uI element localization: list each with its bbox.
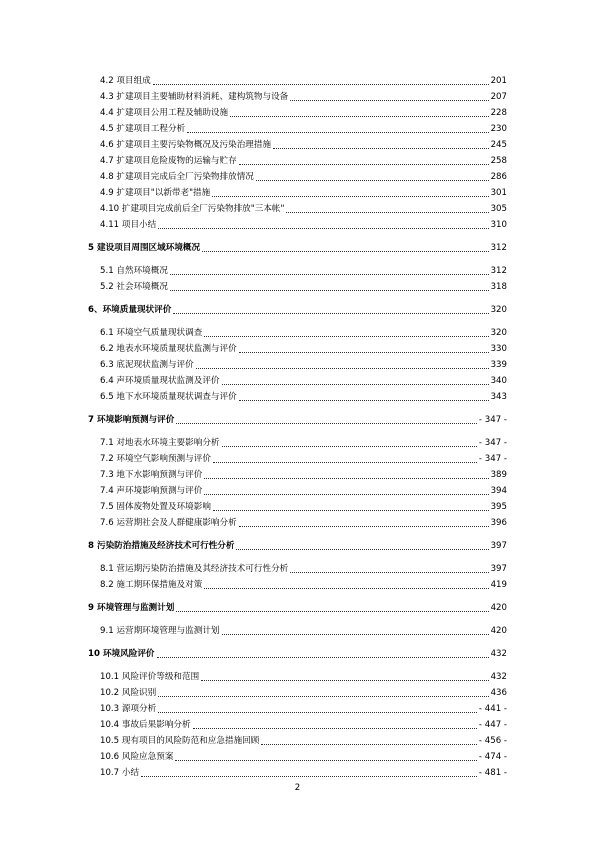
toc-section-entry[interactable]: [88, 433, 507, 449]
toc-entry-title: 4.9 扩建项目"以新带老"措施: [100, 188, 211, 198]
toc-entry-page: 245: [490, 140, 507, 150]
toc-entry-title: 6.1 环境空气质量现状调查: [100, 328, 203, 338]
toc-entry-title: 4.3 扩建项目主要辅助材料消耗、建构筑物与设备: [100, 92, 289, 102]
toc-entry-title: 6.5 地下水环境质量现状调查与评价: [100, 392, 237, 402]
toc-section-entry[interactable]: [88, 119, 507, 135]
toc-entry-title: 4.2 项目组成: [100, 76, 151, 86]
toc-section-entry[interactable]: [88, 621, 507, 637]
toc-section-entry[interactable]: [88, 183, 507, 199]
toc-entry-title: 10.6 风险应急预案: [100, 752, 174, 762]
toc-section-entry[interactable]: [88, 167, 507, 183]
dot-leader: [222, 634, 489, 635]
toc-section-entry[interactable]: [88, 103, 507, 119]
toc-entry-page: 305: [490, 204, 507, 214]
dot-leader: [261, 744, 477, 745]
toc-entry-page: 310: [490, 220, 507, 230]
dot-leader: [201, 680, 488, 681]
dot-leader: [176, 611, 488, 612]
toc-entry-title: 7.6 运营期社会及人群健康影响分析: [100, 518, 237, 528]
toc-entry-title: 6.3 底泥现状监测与评价: [100, 360, 194, 370]
toc-section-entry[interactable]: [88, 497, 507, 513]
toc-entry-title: 9 环境管理与监测计划: [88, 603, 175, 613]
toc-entry-title: 5 建设项目周围区域环境概况: [88, 243, 201, 253]
toc-entry-page: - 347 -: [478, 438, 507, 448]
dot-leader: [239, 526, 489, 527]
toc-section-entry[interactable]: [88, 339, 507, 355]
toc-section-entry[interactable]: [88, 683, 507, 699]
toc-entry-page: 318: [490, 282, 507, 292]
toc-entry-page: - 347 -: [478, 415, 507, 425]
toc-entry-title: 4.4 扩建项目公用工程及辅助设施: [100, 108, 229, 118]
dot-leader: [213, 462, 477, 463]
toc-entry-title: 4.8 扩建项目完成后全厂污染物排放情况: [100, 172, 254, 182]
toc-entry-page: 397: [490, 564, 507, 574]
toc-entry-page: 230: [490, 124, 507, 134]
toc-entry-page: 340: [490, 376, 507, 386]
toc-section-entry[interactable]: [88, 87, 507, 103]
toc-chapter-entry[interactable]: [88, 300, 507, 316]
toc-entry-title: 10.5 现有项目的风险防范和应急措施回顾: [100, 736, 260, 746]
toc-entry-title: 4.10 扩建项目完成前后全厂污染物排放"三本帐": [100, 204, 285, 214]
toc-entry-title: 4.5 扩建项目工程分析: [100, 124, 186, 134]
toc-section-entry[interactable]: [88, 575, 507, 591]
toc-entry-title: 4.11 项目小结: [100, 220, 157, 230]
toc-entry-page: - 456 -: [478, 736, 507, 746]
toc-entry-title: 10.4 事故后果影响分析: [100, 720, 191, 730]
toc-entry-page: 201: [490, 76, 507, 86]
dot-leader: [230, 116, 488, 117]
toc-section-entry[interactable]: [88, 449, 507, 465]
toc-entry-page: 339: [490, 360, 507, 370]
toc-section-entry[interactable]: [88, 763, 507, 779]
dot-leader: [239, 352, 489, 353]
toc-entry-page: 389: [490, 470, 507, 480]
dot-leader: [212, 196, 488, 197]
dot-leader: [141, 776, 477, 777]
toc-entry-title: 10.1 风险评价等级和范围: [100, 672, 200, 682]
toc-entry-page: 436: [490, 688, 507, 698]
toc-entry-page: 432: [490, 649, 507, 659]
dot-leader: [222, 446, 477, 447]
toc-entry-title: 10.3 源项分析: [100, 704, 157, 714]
toc-entry-title: 6.4 声环境质量现状监测及评价: [100, 376, 220, 386]
dot-leader: [204, 478, 488, 479]
toc-section-entry[interactable]: [88, 481, 507, 497]
toc-section-entry[interactable]: [88, 261, 507, 277]
dot-leader: [222, 384, 489, 385]
dot-leader: [286, 212, 488, 213]
toc-entry-page: 396: [490, 518, 507, 528]
toc-entry-page: 301: [490, 188, 507, 198]
toc-section-entry[interactable]: [88, 465, 507, 481]
toc-chapter-entry[interactable]: [88, 536, 507, 552]
dot-leader: [158, 696, 488, 697]
toc-entry-title: 7.3 地下水影响预测与评价: [100, 470, 203, 480]
toc-entry-title: 4.7 扩建项目危险废物的运输与贮存: [100, 156, 237, 166]
toc-entry-page: 330: [490, 344, 507, 354]
toc-entry-title: 7.1 对地表水环境主要影响分析: [100, 438, 220, 448]
page-number: 2: [294, 783, 301, 793]
toc-entry-page: 312: [490, 266, 507, 276]
toc-entry-page: 312: [490, 243, 507, 253]
dot-leader: [290, 572, 488, 573]
toc-chapter-entry[interactable]: [88, 238, 507, 254]
toc-entry-title: 7.4 声环境影响预测与评价: [100, 486, 203, 496]
toc-section-entry[interactable]: [88, 371, 507, 387]
toc-entry-title: 8.2 施工期环保措施及对策: [100, 580, 203, 590]
toc-entry-title: 10.7 小结: [100, 768, 140, 778]
toc-entry-title: 5.1 自然环境概况: [100, 266, 168, 276]
toc-entry-title: 6.2 地表水环境质量现状监测与评价: [100, 344, 237, 354]
toc-entry-title: 6、环境质量现状评价: [88, 305, 172, 315]
toc-entry-page: 228: [490, 108, 507, 118]
dot-leader: [187, 132, 488, 133]
toc-entry-title: 8 污染防治措施及经济技术可行性分析: [88, 541, 235, 551]
dot-leader: [158, 712, 477, 713]
toc-entry-page: - 347 -: [478, 454, 507, 464]
dot-leader: [153, 84, 489, 85]
toc-section-entry[interactable]: [88, 559, 507, 575]
toc-entry-page: 320: [490, 305, 507, 315]
toc-section-entry[interactable]: [88, 71, 507, 87]
toc-section-entry[interactable]: [88, 151, 507, 167]
dot-leader: [204, 588, 488, 589]
dot-leader: [204, 336, 488, 337]
toc-entry-title: 8.1 营运期污染防治措施及其经济技术可行性分析: [100, 564, 289, 574]
toc-section-entry[interactable]: [88, 513, 507, 529]
dot-leader: [239, 164, 489, 165]
toc-entry-page: 395: [490, 502, 507, 512]
toc-entry-page: - 474 -: [478, 752, 507, 762]
toc-entry-title: 4.6 扩建项目主要污染物概况及污染治理措施: [100, 140, 272, 150]
toc-entry-page: 258: [490, 156, 507, 166]
dot-leader: [170, 290, 489, 291]
dot-leader: [170, 274, 489, 275]
toc-entry-page: - 447 -: [478, 720, 507, 730]
toc-chapter-entry[interactable]: [88, 598, 507, 614]
toc-entry-title: 5.2 社会环境概况: [100, 282, 168, 292]
toc-section-entry[interactable]: [88, 215, 507, 231]
dot-leader: [176, 423, 477, 424]
toc-section-entry[interactable]: [88, 731, 507, 747]
toc-section-entry[interactable]: [88, 747, 507, 763]
toc-section-entry[interactable]: [88, 715, 507, 731]
dot-leader: [290, 100, 488, 101]
dot-leader: [204, 494, 488, 495]
toc-entry-title: 7.2 环境空气影响预测与评价: [100, 454, 211, 464]
toc-section-entry[interactable]: [88, 387, 507, 403]
dot-leader: [256, 180, 489, 181]
toc-section-entry[interactable]: [88, 667, 507, 683]
toc-entry-page: 394: [490, 486, 507, 496]
dot-leader: [175, 760, 476, 761]
toc-entry-page: 420: [490, 626, 507, 636]
toc-entry-page: 343: [490, 392, 507, 402]
dot-leader: [158, 228, 488, 229]
toc-entry-page: - 441 -: [478, 704, 507, 714]
toc-entry-page: 432: [490, 672, 507, 682]
toc-section-entry[interactable]: [88, 699, 507, 715]
toc-chapter-entry[interactable]: [88, 644, 507, 660]
toc-entry-title: 7 环境影响预测与评价: [88, 415, 175, 425]
dot-leader: [202, 251, 488, 252]
toc-entry-title: 9.1 运营期环境管理与监测计划: [100, 626, 220, 636]
toc-entry-page: 419: [490, 580, 507, 590]
toc-chapter-entry[interactable]: [88, 410, 507, 426]
toc-section-entry[interactable]: [88, 277, 507, 293]
dot-leader: [157, 657, 489, 658]
dot-leader: [173, 313, 488, 314]
toc-entry-page: 420: [490, 603, 507, 613]
toc-entry-page: 397: [490, 541, 507, 551]
dot-leader: [196, 368, 489, 369]
table-of-contents: [88, 71, 507, 779]
toc-entry-page: 286: [490, 172, 507, 182]
dot-leader: [239, 400, 489, 401]
dot-leader: [273, 148, 489, 149]
dot-leader: [193, 728, 477, 729]
toc-section-entry[interactable]: [88, 199, 507, 215]
toc-entry-page: 320: [490, 328, 507, 338]
dot-leader: [236, 549, 488, 550]
toc-section-entry[interactable]: [88, 323, 507, 339]
toc-entry-title: 10 环境风险评价: [88, 649, 155, 659]
toc-entry-page: 207: [490, 92, 507, 102]
toc-section-entry[interactable]: [88, 355, 507, 371]
dot-leader: [213, 510, 489, 511]
toc-entry-title: 7.5 固体废物处置及环境影响: [100, 502, 211, 512]
toc-section-entry[interactable]: [88, 135, 507, 151]
toc-entry-title: 10.2 风险识别: [100, 688, 157, 698]
toc-entry-page: - 481 -: [478, 768, 507, 778]
